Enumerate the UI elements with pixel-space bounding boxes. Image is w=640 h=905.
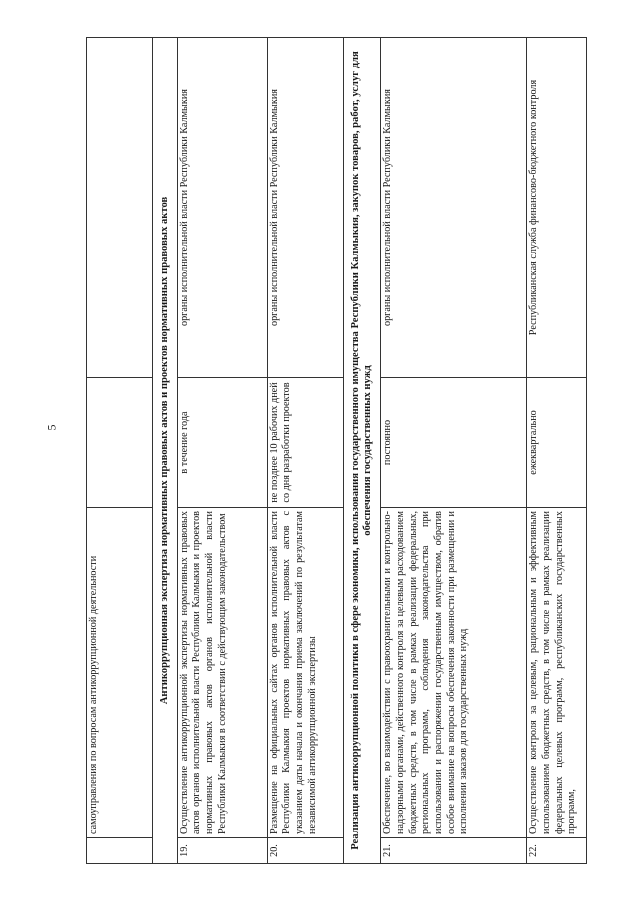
section-heading-row	[153, 38, 178, 864]
row-responsible: органы исполнительной власти Республики Калмыкия	[381, 38, 527, 378]
table-row	[381, 38, 527, 864]
row-number: 19.	[177, 838, 267, 864]
table-row	[87, 38, 153, 864]
row-number	[87, 838, 153, 864]
row-responsible: органы исполнительной власти Республики Калмыкия	[267, 38, 343, 378]
row-responsible	[87, 38, 153, 378]
row-text: Размещение на официальных сайтах органов исполнительной власти Республики Калмыкия проектов нормативных правовых актов с указанием даты начала и окончания приема заключений по результатам независимой антикоррупционной экспертизы	[267, 508, 343, 838]
table-row	[527, 38, 587, 864]
section-heading-row	[343, 38, 380, 864]
table-row	[177, 38, 267, 864]
row-term	[87, 378, 153, 508]
row-term: в течение года	[177, 378, 267, 508]
row-term: не позднее 10 рабочих дней со дня разработки проектов	[267, 378, 343, 508]
row-number: 21.	[381, 838, 527, 864]
row-term: ежеквартально	[527, 378, 587, 508]
row-text: Осуществление антикоррупционной экспертизы нормативных правовых актов органов исполнительной власти Республики Калмыкия и проектов нормативных правовых актов органов исполнительной власти Республики Калмыкия в соответствии с действующим законодательством	[177, 508, 267, 838]
row-responsible: Республиканская служба финансово-бюджетного контроля	[527, 38, 587, 378]
rotated-page-content	[86, 38, 604, 864]
section-heading: Антикоррупционная экспертиза нормативных правовых актов и проектов нормативных правовых актов	[153, 38, 178, 864]
row-number: 22.	[527, 838, 587, 864]
row-text: Осуществление контроля за целевым, рациональным и эффективным использованием бюджетных средств, в том числе в рамках реализации федеральных целевых программ, республиканских государственных программ,	[527, 508, 587, 838]
row-text: Обеспечение, во взаимодействии с правоохранительными и контрольно-надзорными органами, действенного контроля за целевым расходованием бюджетных средств, в том числе в рамках реализации федеральных, региональных программ, соблюдения законодательства при использовании и распоряжении государственным имуществом, обратив особое внимание на вопросы обеспечения законности при размещении и исполнении заказов для государственных нужд	[381, 508, 527, 838]
row-responsible: органы исполнительной власти Республики Калмыкия	[177, 38, 267, 378]
section-heading: Реализация антикоррупционной политики в сфере экономики, использования государственного имущества Республики Калмыкия, закупок товаров, работ, услуг для обеспечения государственных нужд	[343, 38, 380, 864]
row-term: постоянно	[381, 378, 527, 508]
row-number: 20.	[267, 838, 343, 864]
action-plan-table	[86, 37, 587, 864]
row-text: самоуправления по вопросам антикоррупционной деятельности	[87, 508, 153, 838]
page-number: 5	[44, 424, 59, 431]
table-row	[267, 38, 343, 864]
